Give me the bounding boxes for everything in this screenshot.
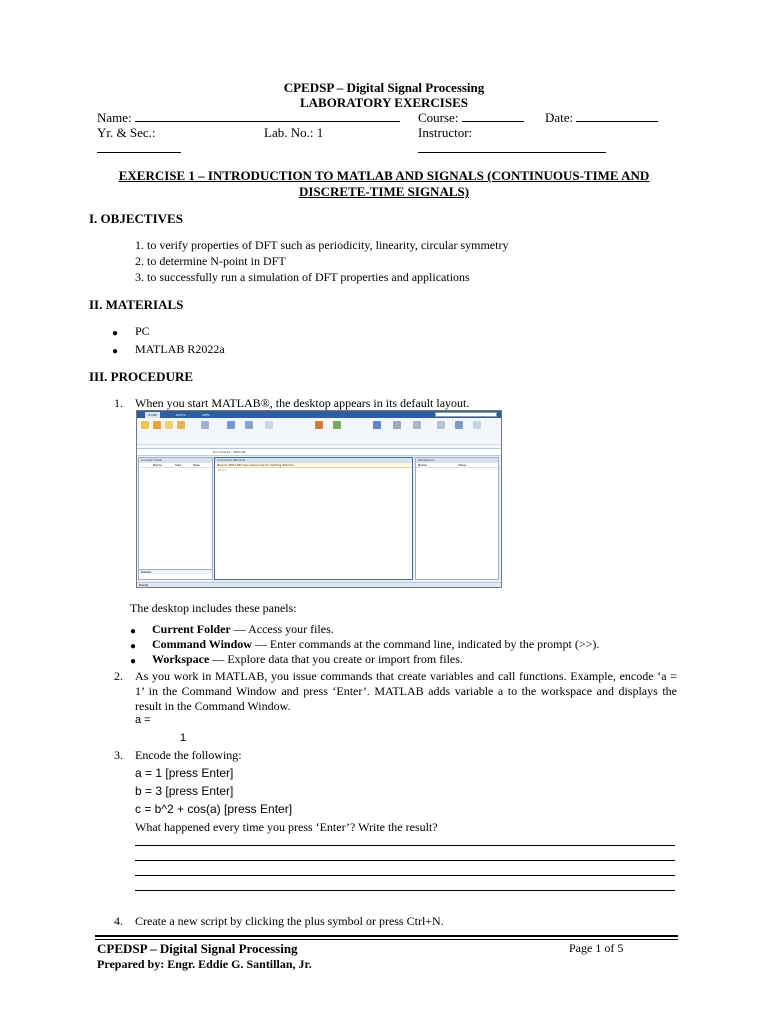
workspace-panel — [415, 457, 499, 580]
bullet-icon: ● — [130, 656, 137, 667]
matlab-tab-home: HOME — [145, 412, 160, 418]
matlab-tab-plots: PLOTS — [176, 413, 186, 417]
bullet-icon: ● — [112, 328, 119, 339]
course-label: Course: — [418, 110, 459, 125]
material-item: MATLAB R2022a — [135, 342, 225, 356]
matlab-status-bar: Ready — [137, 582, 501, 587]
date-label: Date: — [545, 110, 574, 125]
step-number: 2. — [114, 669, 123, 683]
panel-item-command-window — [152, 637, 599, 652]
col-name: Name — [418, 463, 427, 467]
variable-icon — [265, 421, 273, 429]
course-title: CPEDSP – Digital Signal Processing — [283, 80, 485, 95]
command-window-panel — [214, 457, 413, 580]
current-folder-columns — [139, 463, 212, 468]
panel-item-workspace — [152, 652, 463, 667]
doc-title: LABORATORY EXERCISES — [300, 95, 468, 110]
simulink-icon — [373, 421, 381, 429]
matlab-search-box — [435, 412, 497, 417]
footer-rule-thick — [95, 935, 678, 937]
new-live-script-icon — [153, 421, 161, 429]
preferences-icon — [413, 421, 421, 429]
details-label: Details — [139, 569, 212, 574]
matlab-path-text: Documents › MATLAB — [213, 450, 246, 454]
panel-term: Command Window — [152, 637, 252, 651]
find-files-icon — [201, 421, 209, 429]
panel-term: Workspace — [152, 652, 210, 666]
step2-code-value: 1 — [180, 732, 187, 744]
col-name: Name — [153, 463, 162, 467]
bullet-icon: ● — [112, 346, 119, 357]
step1-text: When you start MATLAB®, the desktop appears in its default layout. — [135, 396, 470, 410]
col-size: Size — [175, 463, 182, 467]
col-value: Value — [458, 463, 467, 467]
material-item: PC — [135, 324, 150, 338]
command-window-notice: New to MATLAB? See resources for Getting Started. — [215, 463, 412, 468]
step2-code-output: a = — [135, 714, 151, 726]
yr-sec-blank — [97, 152, 181, 153]
step3-text: Encode the following: — [135, 748, 242, 762]
panel-desc: — Access your files. — [230, 622, 334, 636]
panel-term: Current Folder — [152, 622, 231, 636]
bullet-icon: ● — [130, 626, 137, 637]
objectives-heading: I. OBJECTIVES — [89, 211, 183, 226]
name-field-row — [97, 110, 400, 126]
current-folder-panel — [138, 457, 213, 580]
objective-item: 1. to verify properties of DFT such as periodicity, linearity, circular symmetry — [135, 238, 509, 252]
matlab-ribbon — [137, 418, 501, 449]
footer-rule-thin — [95, 939, 678, 940]
exercise-title-line1: EXERCISE 1 – INTRODUCTION TO MATLAB AND SIGNALS (CONTINUOUS-TIME AND — [118, 168, 650, 183]
date-field-row — [545, 110, 658, 126]
objective-item: 3. to successfully run a simulation of DFT properties and applications — [135, 270, 470, 284]
course-blank — [462, 110, 524, 122]
yr-sec-label: Yr. & Sec.: — [97, 125, 156, 140]
answer-line — [135, 890, 675, 891]
favorites-icon — [315, 421, 323, 429]
panels-intro: The desktop includes these panels: — [130, 601, 297, 615]
name-label: Name: — [97, 110, 132, 125]
materials-heading: II. MATERIALS — [89, 297, 184, 312]
name-blank — [135, 110, 400, 122]
step-number: 3. — [114, 748, 123, 762]
instructor-blank — [418, 152, 606, 153]
exercise-title-line2: DISCRETE-TIME SIGNALS) — [298, 184, 470, 199]
footer-course-title: CPEDSP – Digital Signal Processing — [97, 941, 298, 956]
answer-line — [135, 875, 675, 876]
step3-code-line: c = b^2 + cos(a) [press Enter] — [135, 802, 293, 816]
workspace-columns — [416, 463, 498, 468]
ribbon-section-labels — [137, 444, 501, 447]
step3-code-line: a = 1 [press Enter] — [135, 766, 234, 780]
new-script-icon — [141, 421, 149, 429]
objective-item: 2. to determine N-point in DFT — [135, 254, 286, 268]
panel-item-current-folder — [152, 622, 334, 637]
procedure-heading: III. PROCEDURE — [89, 369, 194, 384]
layout-icon — [393, 421, 401, 429]
help-icon — [455, 421, 463, 429]
instructor-label: Instructor: — [418, 125, 473, 140]
bullet-icon: ● — [130, 641, 137, 652]
answer-line — [135, 860, 675, 861]
community-icon — [473, 421, 481, 429]
panel-desc: — Enter commands at the command line, indicated by the prompt (>>). — [251, 637, 600, 651]
new-icon — [165, 421, 173, 429]
course-field-row — [418, 110, 524, 126]
save-workspace-icon — [245, 421, 253, 429]
command-window-title: Command Window — [215, 458, 412, 463]
matlab-desktop-screenshot — [136, 410, 502, 588]
step2-text: As you work in MATLAB, you issue commands that create variables and call functions. Example, encode ‘a = 1’ in the Command Window and press ‘Enter’. MATLAB adds variable a to the workspace and displays the result in the Command Window. — [135, 669, 677, 713]
answer-line — [135, 845, 675, 846]
matlab-address-bar — [137, 449, 501, 456]
step3-code-line: b = 3 [press Enter] — [135, 784, 234, 798]
date-blank — [576, 110, 658, 122]
footer-page-number: Page 1 of 5 — [569, 941, 624, 955]
add-ons-icon — [437, 421, 445, 429]
import-data-icon — [227, 421, 235, 429]
workspace-title: Workspace — [416, 458, 498, 463]
lab-no-label: Lab. No.: 1 — [264, 125, 324, 140]
col-type: Type — [193, 463, 200, 467]
panel-desc: — Explore data that you create or import from files. — [209, 652, 463, 666]
step-number: 4. — [114, 914, 123, 928]
step4-text: Create a new script by clicking the plus symbol or press Ctrl+N. — [135, 914, 444, 928]
footer-prepared-by: Prepared by: Engr. Eddie G. Santillan, Jr. — [97, 957, 312, 971]
matlab-tab-apps: APPS — [202, 413, 210, 417]
step3-question: What happened every time you press ‘Enter’? Write the result? — [135, 820, 438, 834]
open-icon — [177, 421, 185, 429]
step-number: 1. — [114, 396, 123, 410]
current-folder-title: Current Folder — [139, 458, 212, 463]
command-prompt: fx >> — [218, 468, 227, 472]
analyze-code-icon — [333, 421, 341, 429]
matlab-toolstrip-tabs — [137, 411, 501, 418]
